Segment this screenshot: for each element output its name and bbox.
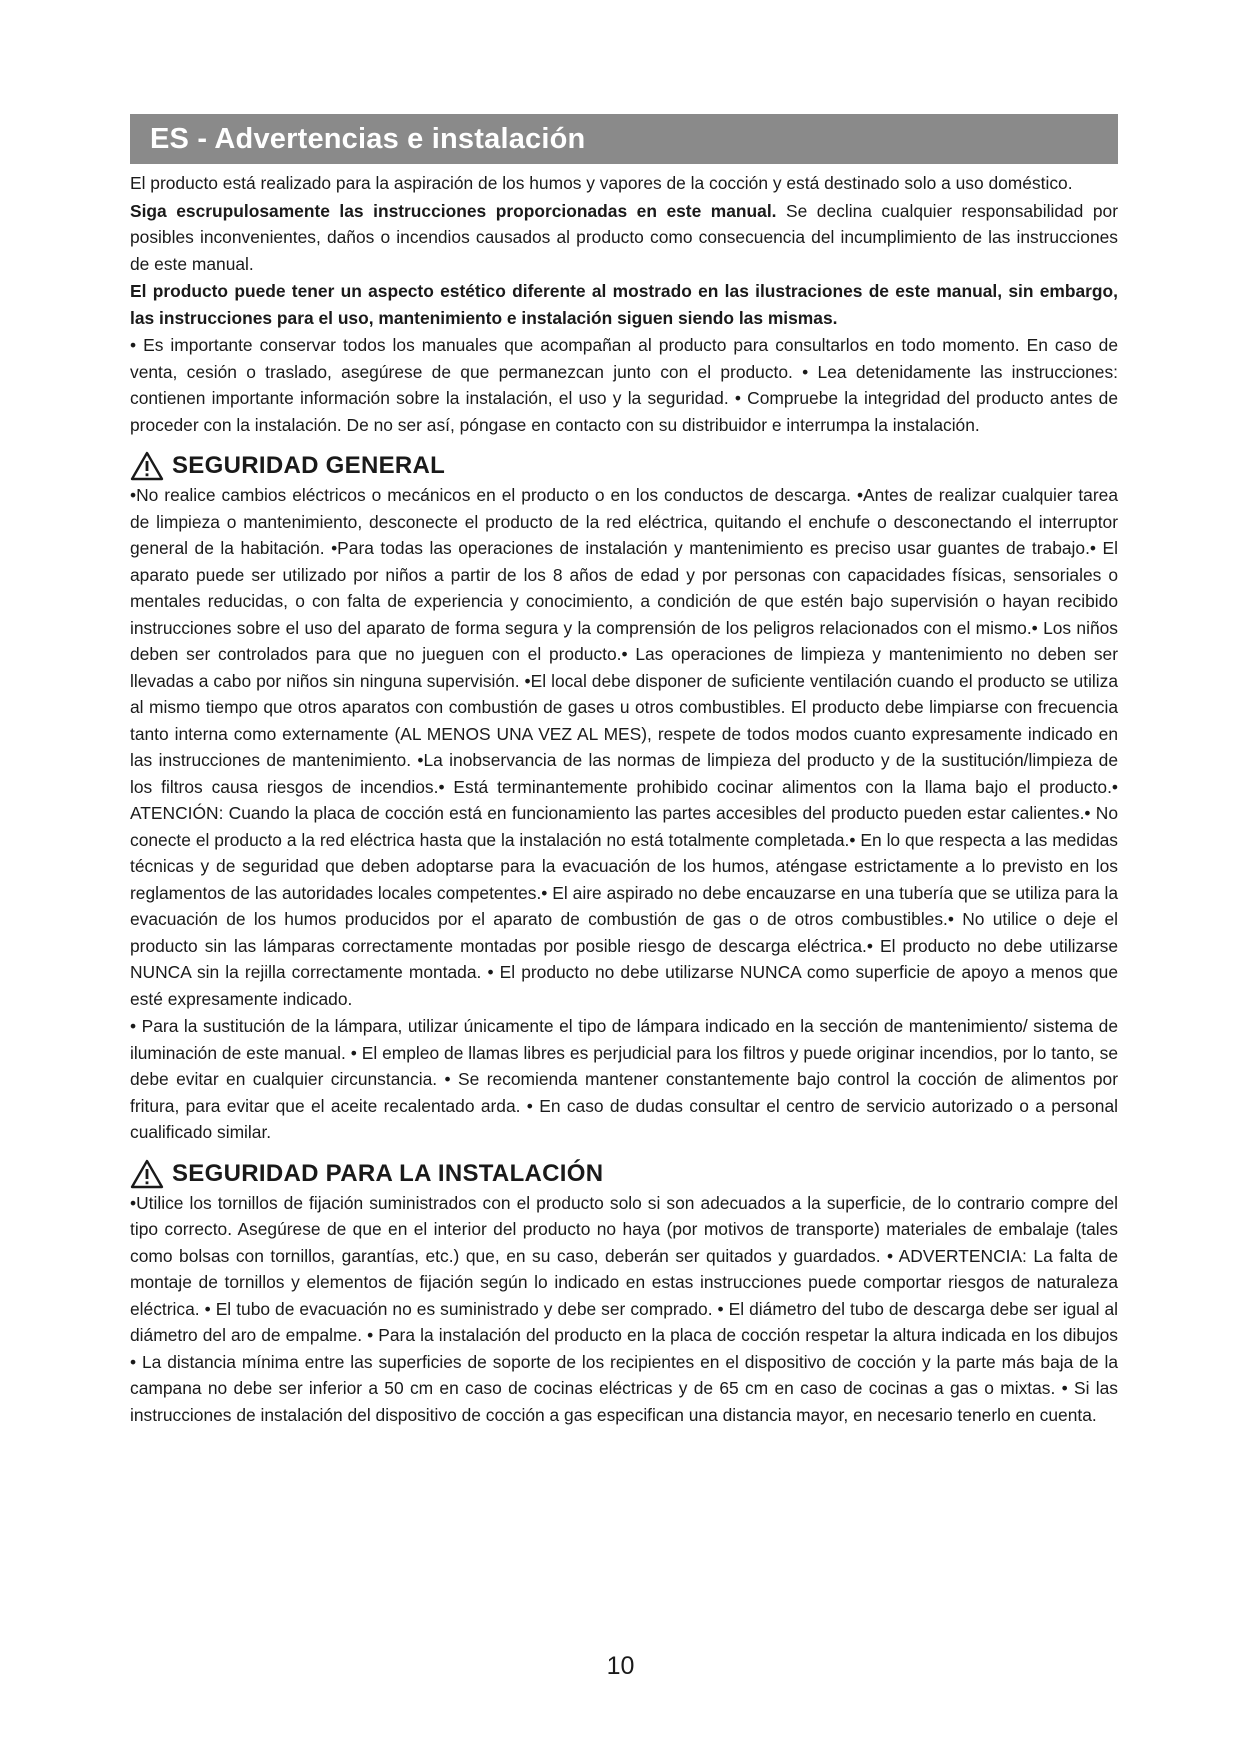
general-safety-title: SEGURIDAD GENERAL bbox=[172, 452, 446, 479]
installation-safety-paragraph-1: •Utilice los tornillos de fijación suministrados con el producto solo si son adecuados a la superficie, de lo contrario compre del tipo correcto. Asegúrese de que en el interior del producto no haya (por motivos de transporte) materiales de embalaje (tales como bolsas con tornillos, garantías, etc.) que, en su caso, deberán ser quitados y guardados. • ADVERTENCIA: La falta de montaje de tornillos y elementos de fijación según lo indicado en estas instrucciones puede comportar riesgos de naturaleza eléctrica. • El tubo de evacuación no es suministrado y debe ser comprado. • El diámetro del tubo de descarga debe ser igual al diámetro del aro de empalme. • Para la instalación del producto en la placa de cocción respetar la altura indicada en los dibujos • La distancia mínima entre las superficies de soporte de los recipientes en el dispositivo de cocción y la parte más baja de la campana no debe ser inferior a 50 cm en caso de cocinas eléctricas y de 65 cm en caso de cocinas a gas o mixtas. • Si las instrucciones de instalación del dispositivo de cocción a gas especifican una distancia mayor, en necesario tenerlo en cuenta. bbox=[130, 1192, 1118, 1425]
general-safety-paragraph-1: •No realice cambios eléctricos o mecánicos en el producto o en los conductos de descarga. •Antes de realizar cualquier tarea de limpieza o mantenimiento, desconecte el producto de la red eléctrica, quitando el enchufe o desconectando el interruptor general de la habitación. •Para todas las operaciones de instalación y mantenimiento es preciso usar guantes de trabajo.• El aparato puede ser utilizado por niños a partir de los 8 años de edad y por personas con capacidades físicas, sensoriales o mentales reducidas, o con falta de experiencia y conocimiento, a condición de que estén bajo supervisión o hayan recibido instrucciones sobre el uso del aparato de forma segura y la comprensión de los peligros relacionados con el mismo.• Los niños deben ser controlados para que no jueguen con el producto.• Las operaciones de limpieza y mantenimiento no deben ser llevadas a cabo por niños sin ninguna supervisión. •El local debe disponer de suficiente ventilación cuando el producto se utiliza al mismo tiempo que otros aparatos con combustión de gases u otros combustibles. El producto debe limpiarse con frecuencia tanto interna como externamente (AL MENOS UNA VEZ AL MES), respete de todos modos cuanto expresamente indicado en las instrucciones de mantenimiento. •La inobservancia de las normas de limpieza del producto y de la sustitución/limpieza de los filtros causa riesgos de incendios.• Está terminantemente prohibido cocinar alimentos con la llama bajo el producto.• ATENCIÓN: Cuando la placa de cocción está en funcionamiento las partes accesibles del producto pueden estar calientes.• No conecte el producto a la red eléctrica hasta que la instalación no está totalmente completada.• En lo que respecta a las medidas técnicas y de seguridad que deben adoptarse para la evacuación de los humos, aténgase estrictamente a lo previsto en los reglamentos de las autoridades locales competentes.• El aire aspirado no debe encauzarse en una tubería que se utiliza para la evacuación de los humos producidos por el aparato de combustión de gas o de otros combustibles.• No utilice o deje el producto sin las lámparas correctamente montadas por posible riesgo de descarga eléctrica.• El producto no debe utilizarse NUNCA sin la rejilla correctamente montada. • El producto no debe utilizarse NUNCA como superficie de apoyo a menos que esté expresamente indicado. bbox=[130, 485, 1118, 1009]
intro-paragraph-2 bbox=[130, 198, 1118, 278]
page-content bbox=[130, 114, 1118, 1428]
page-title: ES - Advertencias e instalación bbox=[150, 122, 586, 155]
intro-paragraph-2-rest: Se declina cualquier responsabilidad por posibles inconvenientes, daños o incendios causados al producto como consecuencia del incumplimiento de las instrucciones de este manual. bbox=[130, 200, 1118, 274]
page-number: 10 bbox=[606, 1652, 635, 1680]
general-safety-paragraph-2: • Para la sustitución de la lámpara, utilizar únicamente el tipo de lámpara indicado en la sección de mantenimiento/ sistema de iluminación de este manual. • El empleo de llamas libres es perjudicial para los filtros y puede originar incendios, por lo tanto, se debe evitar en cualquier circunstancia. • Se recomienda mantener constantemente bajo control la cocción de alimentos por fritura, para evitar que el aceite recalentado arda. • En caso de dudas consultar el centro de servicio autorizado o a personal cualificado similar. bbox=[130, 1016, 1118, 1142]
intro-paragraph-3: El producto puede tener un aspecto estético diferente al mostrado en las ilustraciones de este manual, sin embargo, las instrucciones para el uso, mantenimiento e instalación siguen siendo las mismas. bbox=[130, 281, 1118, 328]
intro-paragraph-4: • Es importante conservar todos los manuales que acompañan al producto para consultarlos en todo momento. En caso de venta, cesión o traslado, asegúrese de que permanezcan junto con el producto. • Lea detenidamente las instrucciones: contienen importante información sobre la instalación, el uso y la seguridad. • Compruebe la integridad del producto antes de proceder con la instalación. De no ser así, póngase en contacto con su distribuidor e interrumpa la instalación. bbox=[130, 335, 1118, 435]
header-banner bbox=[130, 114, 1118, 164]
installation-safety-heading bbox=[130, 1158, 1118, 1190]
intro-paragraph-2-bold: Siga escrupulosamente las instrucciones proporcionadas en este manual. bbox=[130, 200, 777, 221]
warning-triangle-icon bbox=[130, 1159, 164, 1189]
installation-safety-title: SEGURIDAD PARA LA INSTALACIÓN bbox=[172, 1159, 604, 1187]
intro-paragraph-1: El producto está realizado para la aspiración de los humos y vapores de la cocción y está destinado solo a uso doméstico. bbox=[130, 173, 1073, 193]
warning-triangle-icon bbox=[130, 451, 164, 481]
general-safety-heading bbox=[130, 450, 1118, 482]
